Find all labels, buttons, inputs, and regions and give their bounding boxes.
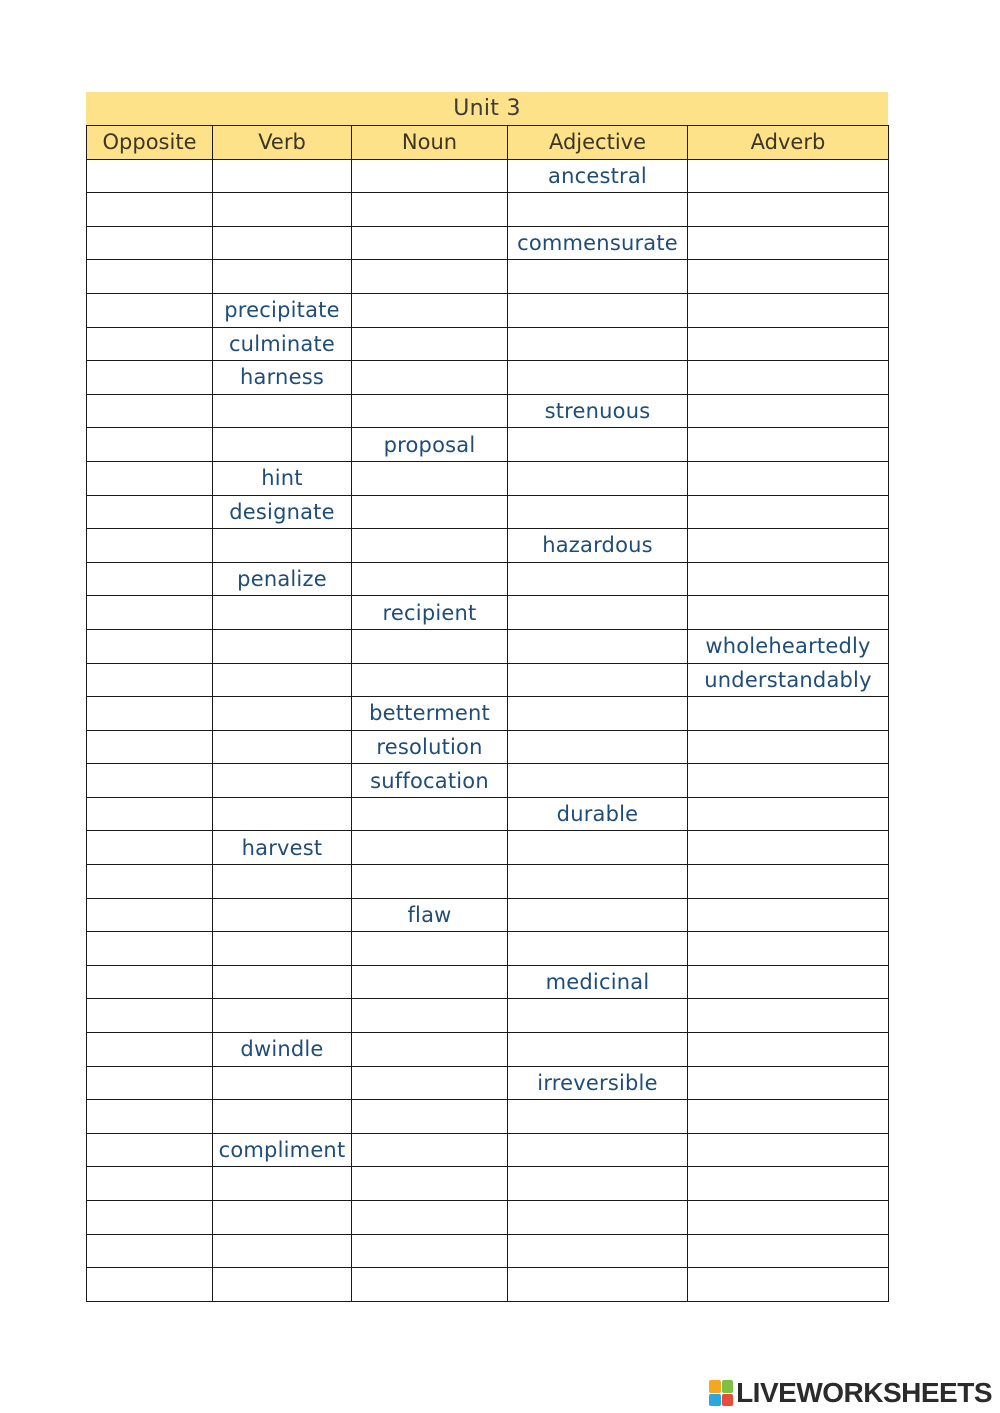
answer-cell-verb[interactable] [213,730,352,764]
answer-cell-adjective[interactable] [508,730,688,764]
answer-cell-adjective[interactable] [508,999,688,1033]
answer-cell-verb[interactable] [213,1268,352,1302]
table-row [87,1100,889,1134]
answer-cell-noun[interactable] [352,1268,508,1302]
answer-cell-adverb[interactable] [688,865,889,899]
answer-cell-adverb[interactable] [688,797,889,831]
table-row [87,1133,889,1167]
answer-cell-opposite[interactable] [87,797,213,831]
answer-cell-verb[interactable] [213,1167,352,1201]
answer-cell-opposite[interactable] [87,596,213,630]
answer-cell-adjective[interactable] [508,1268,688,1302]
answer-cell-opposite[interactable] [87,529,213,563]
table-row [87,361,889,395]
given-word-verb: penalize [213,562,352,596]
worksheet [86,92,888,1302]
answer-cell-noun[interactable] [352,999,508,1033]
given-word-noun: flaw [352,898,508,932]
table-row [87,865,889,899]
answer-cell-adjective[interactable] [508,461,688,495]
answer-cell-opposite[interactable] [87,394,213,428]
table-row [87,697,889,731]
answer-cell-adverb[interactable] [688,495,889,529]
answer-cell-opposite[interactable] [87,898,213,932]
answer-cell-noun[interactable] [352,1167,508,1201]
answer-cell-opposite[interactable] [87,932,213,966]
table-row [87,1033,889,1067]
answer-cell-adverb[interactable] [688,327,889,361]
answer-cell-noun[interactable] [352,529,508,563]
answer-cell-opposite[interactable] [87,461,213,495]
given-word-adjective: hazardous [508,529,688,563]
given-word-adjective: durable [508,797,688,831]
answer-cell-adjective[interactable] [508,932,688,966]
answer-cell-noun[interactable] [352,831,508,865]
answer-cell-opposite[interactable] [87,495,213,529]
answer-cell-adverb[interactable] [688,730,889,764]
answer-cell-adjective[interactable] [508,596,688,630]
answer-cell-adverb[interactable] [688,697,889,731]
liveworksheets-logo [709,1376,992,1410]
table-row [87,529,889,563]
answer-cell-opposite[interactable] [87,193,213,227]
answer-cell-noun[interactable] [352,1100,508,1134]
answer-cell-adverb[interactable] [688,1201,889,1235]
given-word-noun: resolution [352,730,508,764]
answer-cell-opposite[interactable] [87,697,213,731]
answer-cell-adjective[interactable] [508,865,688,899]
answer-cell-noun[interactable] [352,1133,508,1167]
table-row [87,965,889,999]
answer-cell-verb[interactable] [213,596,352,630]
answer-cell-verb[interactable] [213,965,352,999]
table-row [87,629,889,663]
table-row [87,898,889,932]
given-word-adjective: ancestral [508,159,688,193]
answer-cell-adjective[interactable] [508,260,688,294]
answer-cell-adjective[interactable] [508,898,688,932]
answer-cell-verb[interactable] [213,260,352,294]
table-row [87,1234,889,1268]
answer-cell-opposite[interactable] [87,361,213,395]
table-row [87,1268,889,1302]
answer-cell-noun[interactable] [352,1234,508,1268]
given-word-adverb: wholeheartedly [688,629,889,663]
answer-cell-adjective[interactable] [508,1234,688,1268]
unit-title: Unit 3 [86,92,888,125]
answer-cell-opposite[interactable] [87,327,213,361]
table-row [87,797,889,831]
answer-cell-adverb[interactable] [688,193,889,227]
answer-cell-adverb[interactable] [688,461,889,495]
given-word-verb: culminate [213,327,352,361]
answer-cell-opposite[interactable] [87,764,213,798]
table-row [87,999,889,1033]
answer-cell-noun[interactable] [352,865,508,899]
answer-cell-opposite[interactable] [87,831,213,865]
given-word-adverb: understandably [688,663,889,697]
answer-cell-noun[interactable] [352,495,508,529]
table-row [87,428,889,462]
answer-cell-verb[interactable] [213,764,352,798]
answer-cell-adverb[interactable] [688,831,889,865]
answer-cell-verb[interactable] [213,697,352,731]
answer-cell-adjective[interactable] [508,1033,688,1067]
answer-cell-verb[interactable] [213,193,352,227]
answer-cell-verb[interactable] [213,394,352,428]
answer-cell-adjective[interactable] [508,293,688,327]
answer-cell-noun[interactable] [352,461,508,495]
answer-cell-noun[interactable] [352,394,508,428]
word-forms-table [86,125,889,1302]
answer-cell-adjective[interactable] [508,1167,688,1201]
answer-cell-adjective[interactable] [508,361,688,395]
answer-cell-noun[interactable] [352,193,508,227]
answer-cell-adjective[interactable] [508,562,688,596]
table-row [87,1201,889,1235]
answer-cell-adverb[interactable] [688,529,889,563]
answer-cell-opposite[interactable] [87,562,213,596]
answer-cell-verb[interactable] [213,932,352,966]
answer-cell-opposite[interactable] [87,1033,213,1067]
answer-cell-opposite[interactable] [87,1268,213,1302]
answer-cell-adverb[interactable] [688,1234,889,1268]
given-word-noun: proposal [352,428,508,462]
header-adjective: Adjective [508,126,688,160]
answer-cell-adverb[interactable] [688,1268,889,1302]
answer-cell-adjective[interactable] [508,495,688,529]
answer-cell-opposite[interactable] [87,865,213,899]
answer-cell-noun[interactable] [352,361,508,395]
answer-cell-adverb[interactable] [688,394,889,428]
answer-cell-verb[interactable] [213,999,352,1033]
given-word-verb: dwindle [213,1033,352,1067]
answer-cell-verb[interactable] [213,1201,352,1235]
answer-cell-adverb[interactable] [688,965,889,999]
table-row [87,764,889,798]
given-word-noun: suffocation [352,764,508,798]
answer-cell-verb[interactable] [213,1066,352,1100]
answer-cell-noun[interactable] [352,629,508,663]
answer-cell-adjective[interactable] [508,428,688,462]
header-opposite: Opposite [87,126,213,160]
table-row [87,159,889,193]
answer-cell-opposite[interactable] [87,159,213,193]
table-row [87,193,889,227]
answer-cell-verb[interactable] [213,1100,352,1134]
header-verb: Verb [213,126,352,160]
answer-cell-verb[interactable] [213,529,352,563]
table-row [87,596,889,630]
given-word-adjective: medicinal [508,965,688,999]
answer-cell-adverb[interactable] [688,428,889,462]
answer-cell-noun[interactable] [352,932,508,966]
answer-cell-adverb[interactable] [688,764,889,798]
table-row [87,663,889,697]
given-word-verb: hint [213,461,352,495]
given-word-adjective: commensurate [508,226,688,260]
answer-cell-adverb[interactable] [688,932,889,966]
answer-cell-adverb[interactable] [688,1167,889,1201]
header-adverb: Adverb [688,126,889,160]
answer-cell-adverb[interactable] [688,1100,889,1134]
table-row [87,461,889,495]
answer-cell-opposite[interactable] [87,965,213,999]
table-row [87,495,889,529]
table-row [87,226,889,260]
answer-cell-adjective[interactable] [508,1201,688,1235]
table-row [87,831,889,865]
answer-cell-verb[interactable] [213,1234,352,1268]
answer-cell-adverb[interactable] [688,1133,889,1167]
answer-cell-opposite[interactable] [87,293,213,327]
table-row [87,394,889,428]
table-row [87,1167,889,1201]
answer-cell-adjective[interactable] [508,193,688,227]
answer-cell-adjective[interactable] [508,764,688,798]
table-row [87,260,889,294]
answer-cell-adverb[interactable] [688,898,889,932]
answer-cell-noun[interactable] [352,226,508,260]
given-word-verb: harvest [213,831,352,865]
given-word-adjective: strenuous [508,394,688,428]
answer-cell-verb[interactable] [213,865,352,899]
answer-cell-noun[interactable] [352,1066,508,1100]
table-row [87,327,889,361]
given-word-verb: compliment [213,1133,352,1167]
answer-cell-adjective[interactable] [508,697,688,731]
answer-cell-adverb[interactable] [688,999,889,1033]
header-noun: Noun [352,126,508,160]
answer-cell-adverb[interactable] [688,361,889,395]
table-body [87,159,889,1301]
answer-cell-adjective[interactable] [508,629,688,663]
answer-cell-opposite[interactable] [87,1234,213,1268]
answer-cell-opposite[interactable] [87,226,213,260]
table-row [87,562,889,596]
given-word-verb: designate [213,495,352,529]
answer-cell-opposite[interactable] [87,1100,213,1134]
answer-cell-noun[interactable] [352,663,508,697]
answer-cell-verb[interactable] [213,226,352,260]
answer-cell-adverb[interactable] [688,596,889,630]
answer-cell-opposite[interactable] [87,730,213,764]
answer-cell-adjective[interactable] [508,327,688,361]
table-row [87,730,889,764]
answer-cell-noun[interactable] [352,965,508,999]
answer-cell-opposite[interactable] [87,1167,213,1201]
answer-cell-opposite[interactable] [87,629,213,663]
answer-cell-verb[interactable] [213,159,352,193]
answer-cell-adjective[interactable] [508,831,688,865]
answer-cell-opposite[interactable] [87,1066,213,1100]
logo-text: LIVEWORKSHEETS [736,1377,992,1408]
answer-cell-verb[interactable] [213,797,352,831]
answer-cell-noun[interactable] [352,1033,508,1067]
answer-cell-verb[interactable] [213,629,352,663]
answer-cell-verb[interactable] [213,663,352,697]
given-word-adjective: irreversible [508,1066,688,1100]
answer-cell-adverb[interactable] [688,260,889,294]
answer-cell-adverb[interactable] [688,293,889,327]
answer-cell-adverb[interactable] [688,226,889,260]
given-word-noun: betterment [352,697,508,731]
answer-cell-adverb[interactable] [688,159,889,193]
answer-cell-verb[interactable] [213,898,352,932]
given-word-verb: harness [213,361,352,395]
answer-cell-noun[interactable] [352,260,508,294]
answer-cell-opposite[interactable] [87,1201,213,1235]
answer-cell-adverb[interactable] [688,1066,889,1100]
table-row [87,932,889,966]
answer-cell-noun[interactable] [352,159,508,193]
given-word-verb: precipitate [213,293,352,327]
liveworksheets-logo-icon [709,1380,733,1406]
answer-cell-noun[interactable] [352,1201,508,1235]
answer-cell-noun[interactable] [352,327,508,361]
answer-cell-opposite[interactable] [87,260,213,294]
given-word-noun: recipient [352,596,508,630]
answer-cell-noun[interactable] [352,293,508,327]
answer-cell-noun[interactable] [352,797,508,831]
answer-cell-verb[interactable] [213,428,352,462]
answer-cell-noun[interactable] [352,562,508,596]
table-row [87,1066,889,1100]
answer-cell-adjective[interactable] [508,663,688,697]
answer-cell-opposite[interactable] [87,428,213,462]
answer-cell-opposite[interactable] [87,999,213,1033]
table-row [87,293,889,327]
answer-cell-adverb[interactable] [688,562,889,596]
answer-cell-adjective[interactable] [508,1133,688,1167]
answer-cell-opposite[interactable] [87,1133,213,1167]
answer-cell-opposite[interactable] [87,663,213,697]
header-row [87,126,889,160]
answer-cell-adverb[interactable] [688,1033,889,1067]
answer-cell-adjective[interactable] [508,1100,688,1134]
